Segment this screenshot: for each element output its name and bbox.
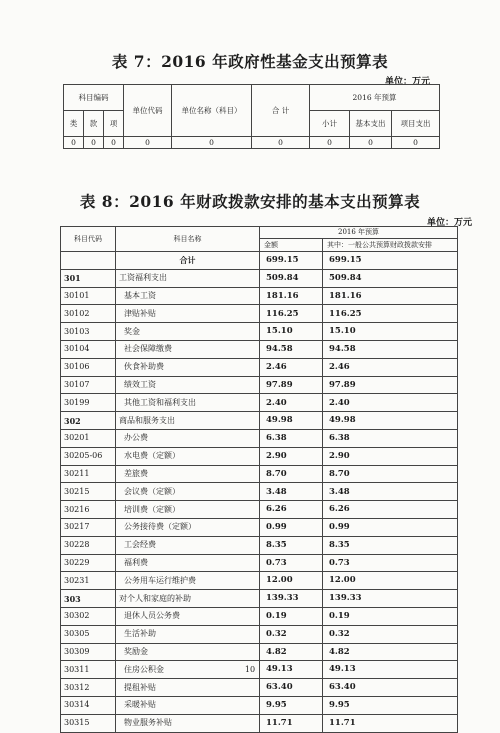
name-cell: 会议费（定额） (116, 483, 260, 501)
name-cell: 住房公积金 (116, 661, 260, 679)
table-row (61, 394, 458, 412)
code-cell: 303 (61, 590, 116, 608)
name-cell: 物业服务补贴 (116, 714, 260, 732)
among-cell: 6.26 (323, 501, 458, 519)
table-row (61, 323, 458, 341)
amount-cell: 63.40 (260, 679, 323, 697)
table-row (61, 340, 458, 358)
table-row (61, 412, 458, 430)
table-cell: 0 (350, 137, 392, 149)
code-cell: 301 (61, 269, 116, 287)
code-cell: 30312 (61, 679, 116, 697)
table8-unit: 单位：万元 (426, 218, 472, 228)
among-cell: 6.38 (323, 429, 458, 447)
name-cell: 公务接待费（定额） (116, 518, 260, 536)
table-row (61, 696, 458, 714)
amount-cell: 116.25 (260, 305, 323, 323)
code-cell: 30101 (61, 287, 116, 305)
name-cell: 工资福利支出 (116, 269, 260, 287)
code-cell: 30302 (61, 607, 116, 625)
header-basic-expense: 基本支出 (350, 111, 392, 137)
header-amount: 金额 (260, 239, 323, 252)
amount-cell: 509.84 (260, 269, 323, 287)
amount-cell: 49.13 (260, 661, 323, 679)
code-cell: 30106 (61, 358, 116, 376)
among-cell: 8.70 (323, 465, 458, 483)
header-budget-2016: 2016 年预算 (260, 227, 458, 239)
among-cell: 116.25 (323, 305, 458, 323)
name-cell: 水电费（定额） (116, 447, 260, 465)
header-total: 合 计 (252, 85, 310, 137)
among-cell: 699.15 (323, 252, 458, 270)
amount-cell: 2.90 (260, 447, 323, 465)
name-cell: 差旅费 (116, 465, 260, 483)
code-cell: 30228 (61, 536, 116, 554)
table-row (61, 572, 458, 590)
table-row (61, 305, 458, 323)
amount-cell: 49.98 (260, 412, 323, 430)
among-cell: 8.35 (323, 536, 458, 554)
among-cell: 0.73 (323, 554, 458, 572)
name-cell: 福利费 (116, 554, 260, 572)
name-cell: 采暖补贴 (116, 696, 260, 714)
table-row (61, 465, 458, 483)
amount-cell: 181.16 (260, 287, 323, 305)
table-row (61, 483, 458, 501)
amount-cell: 0.73 (260, 554, 323, 572)
header-xiang: 项 (104, 111, 124, 137)
name-cell: 奖金 (116, 323, 260, 341)
amount-cell: 94.58 (260, 340, 323, 358)
code-cell: 30305 (61, 625, 116, 643)
among-cell: 94.58 (323, 340, 458, 358)
among-cell: 49.13 (323, 661, 458, 679)
table-row (61, 714, 458, 732)
amount-cell: 4.82 (260, 643, 323, 661)
code-cell: 302 (61, 412, 116, 430)
table8 (60, 226, 458, 733)
table-row (61, 518, 458, 536)
table-row (61, 376, 458, 394)
among-cell: 2.90 (323, 447, 458, 465)
code-cell: 30216 (61, 501, 116, 519)
table-cell: 0 (172, 137, 252, 149)
total-row (61, 252, 458, 270)
name-cell: 奖励金 (116, 643, 260, 661)
code-cell: 30104 (61, 340, 116, 358)
among-cell: 509.84 (323, 269, 458, 287)
code-cell: 30311 (61, 661, 116, 679)
among-cell: 0.32 (323, 625, 458, 643)
table-row (61, 643, 458, 661)
table-row (61, 554, 458, 572)
name-cell: 社会保障缴费 (116, 340, 260, 358)
amount-cell: 699.15 (260, 252, 323, 270)
code-cell: 30103 (61, 323, 116, 341)
header-name: 科目名称 (116, 227, 260, 252)
amount-cell: 6.38 (260, 429, 323, 447)
table-cell: 0 (104, 137, 124, 149)
amount-cell: 97.89 (260, 376, 323, 394)
name-cell: 对个人和家庭的补助 (116, 590, 260, 608)
among-cell: 2.40 (323, 394, 458, 412)
table-row (61, 607, 458, 625)
among-cell: 139.33 (323, 590, 458, 608)
amount-cell: 9.95 (260, 696, 323, 714)
amount-cell: 3.48 (260, 483, 323, 501)
amount-cell: 15.10 (260, 323, 323, 341)
amount-cell: 6.26 (260, 501, 323, 519)
header-subtotal: 小计 (310, 111, 350, 137)
among-cell: 49.98 (323, 412, 458, 430)
amount-cell: 139.33 (260, 590, 323, 608)
table-cell: 0 (124, 137, 172, 149)
header-unit-name: 单位名称（科目） (172, 85, 252, 137)
table-cell: 0 (64, 137, 84, 149)
name-cell: 津贴补贴 (116, 305, 260, 323)
code-cell: 30205-06 (61, 447, 116, 465)
table-row (61, 269, 458, 287)
table7 (63, 84, 440, 149)
name-cell: 伙食补助费 (116, 358, 260, 376)
name-cell: 办公费 (116, 429, 260, 447)
code-cell: 30229 (61, 554, 116, 572)
name-cell: 退休人员公务费 (116, 607, 260, 625)
header-unit-code: 单位代码 (124, 85, 172, 137)
among-cell: 15.10 (323, 323, 458, 341)
among-cell: 2.46 (323, 358, 458, 376)
name-cell: 绩效工资 (116, 376, 260, 394)
name-cell: 公务用车运行维护费 (116, 572, 260, 590)
name-cell: 培训费（定额） (116, 501, 260, 519)
among-cell: 9.95 (323, 696, 458, 714)
name-cell: 合计 (116, 252, 260, 270)
amount-cell: 0.19 (260, 607, 323, 625)
name-cell: 其他工资和福利支出 (116, 394, 260, 412)
table-row (61, 679, 458, 697)
table-row (61, 287, 458, 305)
among-cell: 181.16 (323, 287, 458, 305)
code-cell: 30314 (61, 696, 116, 714)
name-cell: 基本工资 (116, 287, 260, 305)
name-cell: 商品和服务支出 (116, 412, 260, 430)
page-number: 10 (244, 665, 256, 674)
header-code: 科目代码 (61, 227, 116, 252)
among-cell: 3.48 (323, 483, 458, 501)
code-cell: 30217 (61, 518, 116, 536)
amount-cell: 0.99 (260, 518, 323, 536)
amount-cell: 8.70 (260, 465, 323, 483)
table-cell: 0 (310, 137, 350, 149)
amount-cell: 0.32 (260, 625, 323, 643)
table-row (61, 536, 458, 554)
amount-cell: 11.71 (260, 714, 323, 732)
table-row (64, 137, 440, 149)
code-cell: 30215 (61, 483, 116, 501)
among-cell: 11.71 (323, 714, 458, 732)
among-cell: 4.82 (323, 643, 458, 661)
among-cell: 0.99 (323, 518, 458, 536)
table8-title: 表 8：2016 年财政拨款安排的基本支出预算表 (79, 192, 421, 211)
among-cell: 12.00 (323, 572, 458, 590)
amount-cell: 8.35 (260, 536, 323, 554)
table-row (61, 590, 458, 608)
header-among: 其中：一般公共预算财政拨款安排 (323, 239, 458, 252)
code-cell: 30231 (61, 572, 116, 590)
code-cell (61, 252, 116, 270)
code-cell: 30107 (61, 376, 116, 394)
code-cell: 30315 (61, 714, 116, 732)
table7-title: 表 7：2016 年政府性基金支出预算表 (111, 52, 389, 71)
table-row (61, 625, 458, 643)
table-cell: 0 (84, 137, 104, 149)
table7-unit: 单位：万元 (384, 77, 430, 87)
among-cell: 63.40 (323, 679, 458, 697)
code-cell: 30102 (61, 305, 116, 323)
header-subject-code: 科目编码 (64, 85, 124, 111)
among-cell: 97.89 (323, 376, 458, 394)
code-cell: 30309 (61, 643, 116, 661)
among-cell: 0.19 (323, 607, 458, 625)
amount-cell: 2.40 (260, 394, 323, 412)
code-cell: 30199 (61, 394, 116, 412)
name-cell: 工会经费 (116, 536, 260, 554)
header-lei: 类 (64, 111, 84, 137)
table-row (61, 447, 458, 465)
code-cell: 30211 (61, 465, 116, 483)
header-kuan: 款 (84, 111, 104, 137)
amount-cell: 12.00 (260, 572, 323, 590)
table-row (61, 501, 458, 519)
table-cell: 0 (252, 137, 310, 149)
table-row (61, 429, 458, 447)
header-budget-2016: 2016 年预算 (310, 85, 440, 111)
amount-cell: 2.46 (260, 358, 323, 376)
name-cell: 提租补贴 (116, 679, 260, 697)
header-project-expense: 项目支出 (392, 111, 440, 137)
name-cell: 生活补助 (116, 625, 260, 643)
code-cell: 30201 (61, 429, 116, 447)
table-row (61, 358, 458, 376)
table-cell: 0 (392, 137, 440, 149)
